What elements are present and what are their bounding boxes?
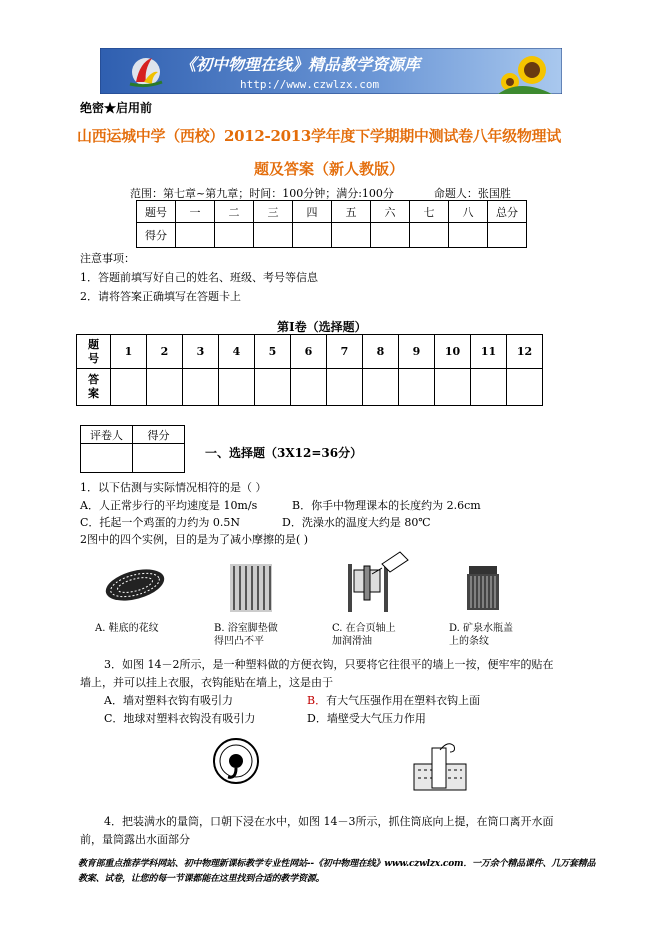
volume-title: 第I卷（选择题）: [277, 320, 367, 334]
secret-label: 绝密★启用前: [80, 101, 153, 115]
q1-option-d: D．洗澡水的温度大约是 80℃: [282, 516, 431, 529]
answer-number: 6: [291, 335, 327, 369]
answer-cell[interactable]: [183, 369, 219, 406]
score-cell[interactable]: [254, 223, 293, 248]
score-cell[interactable]: [215, 223, 254, 248]
answer-cell[interactable]: [363, 369, 399, 406]
note-item: 2．请将答案正确填写在答题卡上: [80, 290, 241, 303]
banner-graphic: [100, 48, 562, 94]
q2-caption-d: D. 矿泉水瓶盖 上的条纹: [449, 623, 514, 647]
notes: [80, 249, 318, 306]
score-cell[interactable]: [293, 223, 332, 248]
score-cell[interactable]: [449, 223, 488, 248]
q2-caption-c: C. 在合页轴上 加润滑油: [332, 623, 396, 647]
answer-cell[interactable]: [399, 369, 435, 406]
exam-title-line1: 山西运城中学（西校）2012-2013学年度下学期期中测试卷八年级物理试: [77, 127, 561, 145]
answer-cell[interactable]: [471, 369, 507, 406]
answer-number: 2: [147, 335, 183, 369]
note-item: 1．答题前填写好自己的姓名、班级、考号等信息: [80, 271, 318, 284]
answer-cell[interactable]: [291, 369, 327, 406]
q3-stem-line2: 墙上，并可以挂上衣服，衣钩能贴在墙上，这是由于: [80, 676, 333, 689]
grader-cell[interactable]: [81, 444, 133, 473]
q3-option-a: A．墙对塑料衣钩有吸引力: [104, 694, 233, 707]
header-banner: [100, 48, 562, 94]
answer-row-label-text: 题号: [88, 337, 99, 365]
grader-table: [80, 425, 185, 473]
q3-stem-line1: 3．如图 14－2所示，是一种塑料做的方便衣钩，只要将它往很平的墙上一按，便牢牢的贴在: [104, 658, 554, 671]
answer-number: 10: [435, 335, 471, 369]
measuring-cylinder-icon: [410, 738, 470, 792]
answer-cell[interactable]: [219, 369, 255, 406]
q2-caption-b: B. 浴室脚垫做 得凹凸不平: [214, 623, 278, 647]
exam-author: 命题人：张国胜: [433, 187, 511, 200]
suction-hook-icon: [210, 735, 262, 787]
page-footer: 教育部重点推荐学科网站、初中物理新课标教学专业性网站--《初中物理在线》www.czwlzx.com．一万余个精品课件、几万套精品教案、试卷，让您的每一节课都能在这里找到合适的教学资源。: [78, 859, 596, 884]
exam-range: 范围：第七章~第九章；时间：100分钟；满分:100分: [130, 187, 394, 200]
score-table: [136, 200, 527, 248]
score-header: 八: [449, 201, 488, 223]
notes-heading: 注意事项：: [80, 252, 135, 265]
exam-title-line2: 题及答案（新人教版）: [254, 160, 405, 178]
answer-number: 7: [327, 335, 363, 369]
answer-cell[interactable]: [147, 369, 183, 406]
answer-cell[interactable]: [327, 369, 363, 406]
answer-cell[interactable]: [255, 369, 291, 406]
score-row-label: 得分: [137, 223, 176, 248]
q1-stem: 1．以下估测与实际情况相符的是（ ）: [80, 481, 267, 494]
answer-number: 5: [255, 335, 291, 369]
q2-caption-a: A. 鞋底的花纹: [95, 623, 159, 634]
answer-cell[interactable]: [111, 369, 147, 406]
answer-number: 12: [507, 335, 543, 369]
q3-option-b-letter: B．: [307, 694, 327, 707]
score-header: 三: [254, 201, 293, 223]
q3-option-b: [307, 692, 480, 708]
bottle-cap-icon: [465, 564, 501, 612]
score-cell[interactable]: [371, 223, 410, 248]
q1-option-a: A．人正常步行的平均速度是 10m/s: [80, 499, 258, 512]
answer-cell[interactable]: [435, 369, 471, 406]
answer-number: 1: [111, 335, 147, 369]
q1-option-b: B．你手中物理课本的长度约为 2.6cm: [292, 499, 481, 512]
answer-number: 11: [471, 335, 507, 369]
score-cell[interactable]: [332, 223, 371, 248]
shoe-sole-icon: [100, 560, 170, 610]
score-header: 二: [215, 201, 254, 223]
score-header: 七: [410, 201, 449, 223]
score-cell[interactable]: [488, 223, 527, 248]
q2-stem: 2图中的四个实例，目的是为了减小摩擦的是( ): [80, 533, 309, 546]
answer-number: 4: [219, 335, 255, 369]
exam-info: [130, 185, 511, 201]
answer-number: 9: [399, 335, 435, 369]
section1-title: 一、选择题（3X12=36分）: [205, 446, 363, 460]
grader-header: 得分: [133, 426, 185, 444]
grader-cell[interactable]: [133, 444, 185, 473]
answer-row-label: [77, 369, 111, 406]
grader-header: 评卷人: [81, 426, 133, 444]
answer-number: 3: [183, 335, 219, 369]
banner-url: http://www.czwlzx.com: [240, 78, 380, 91]
score-header: 总分: [488, 201, 527, 223]
score-header: 四: [293, 201, 332, 223]
answer-row-label: [77, 335, 111, 369]
bath-mat-icon: [228, 562, 274, 614]
q3-option-c: C．地球对塑料衣钩没有吸引力: [104, 712, 256, 725]
score-header: 五: [332, 201, 371, 223]
q1-option-c: C．托起一个鸡蛋的力约为 0.5N: [80, 516, 241, 529]
answer-cell[interactable]: [507, 369, 543, 406]
answer-number: 8: [363, 335, 399, 369]
banner-title: 《初中物理在线》精品教学资源库: [180, 55, 421, 74]
score-cell[interactable]: [410, 223, 449, 248]
hinge-oil-icon: [342, 550, 412, 614]
score-header: 一: [176, 201, 215, 223]
score-header: 六: [371, 201, 410, 223]
score-header: 题号: [137, 201, 176, 223]
q3-option-b-text: 有大气压强作用在塑料衣钩上面: [326, 694, 481, 707]
answer-table: [76, 334, 543, 406]
q3-option-d: D．墙壁受大气压力作用: [307, 712, 426, 725]
q4-stem-line1: 4．把装满水的量筒，口朝下浸在水中，如图 14－3所示，抓住筒底向上提，在筒口离开水面: [104, 815, 554, 828]
q4-stem-line2: 前，量筒露出水面部分: [80, 833, 190, 846]
answer-row-label-text: 答案: [88, 373, 99, 400]
score-cell[interactable]: [176, 223, 215, 248]
